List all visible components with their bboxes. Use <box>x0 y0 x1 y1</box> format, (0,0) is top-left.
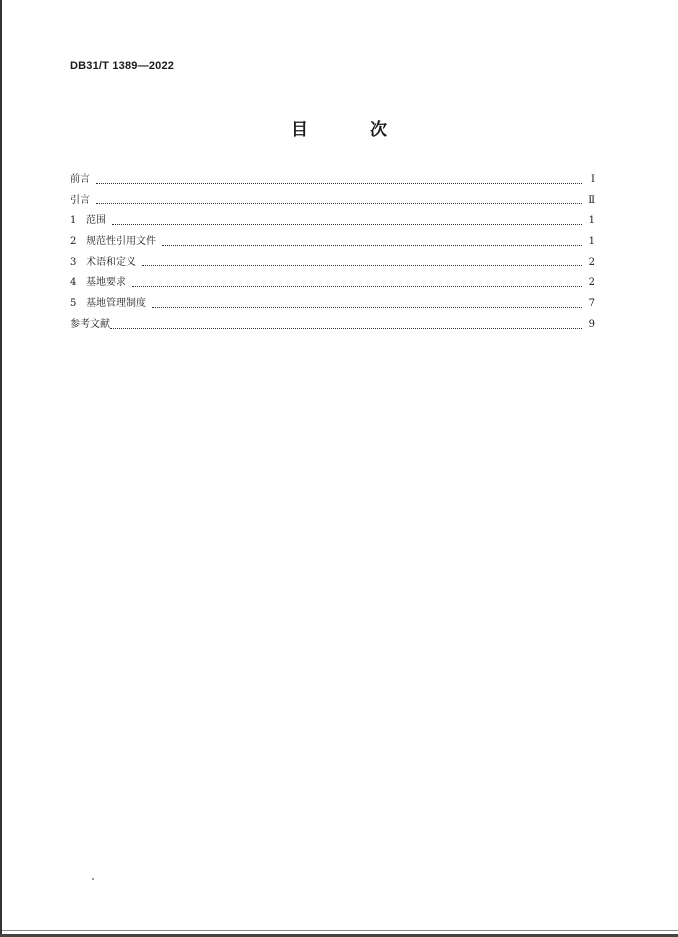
toc-entry-page: Ⅰ <box>591 174 595 185</box>
toc-entry-label: 参考文献 <box>70 318 110 330</box>
toc-entry-bibliography[interactable] <box>70 315 595 336</box>
toc-entry-page: 7 <box>588 298 595 310</box>
toc-entry-base-requirements[interactable] <box>70 273 595 294</box>
toc-entry-label: 前言 <box>70 174 90 185</box>
toc-entry-page: Ⅱ <box>588 194 595 206</box>
toc-leader-dots <box>110 328 582 329</box>
toc-leader-dots <box>142 265 582 266</box>
toc-entry-page: 1 <box>588 215 595 227</box>
toc-entry-label: 术语和定义 <box>86 256 136 268</box>
toc-leader-dots <box>96 183 582 184</box>
toc-leader-dots <box>162 245 582 246</box>
toc-entry-number: 3 <box>70 256 77 268</box>
toc-entry-label: 基地要求 <box>86 277 126 289</box>
toc-entry-terms-definitions[interactable] <box>70 253 595 274</box>
toc-title: 目 次 <box>291 120 415 140</box>
toc-entry-number: 2 <box>70 236 77 248</box>
scan-bottom-line <box>2 930 678 931</box>
toc-entry-number: 1 <box>70 215 77 227</box>
toc-entry-page: 2 <box>588 256 595 268</box>
toc-entry-label: 基地管理制度 <box>86 298 146 310</box>
toc-leader-dots <box>152 307 582 308</box>
toc-leader-dots <box>96 203 582 204</box>
scan-left-edge <box>0 0 2 937</box>
toc-entry-label: 引言 <box>70 194 90 206</box>
toc-entry-management-system[interactable] <box>70 294 595 315</box>
document-code: DB31/T 1389—2022 <box>70 60 175 72</box>
toc-entry-number: 4 <box>70 277 77 289</box>
toc-leader-dots <box>112 224 582 225</box>
toc-entry-introduction[interactable] <box>70 191 595 212</box>
scan-speck <box>92 878 94 880</box>
toc-entry-page: 2 <box>588 277 595 289</box>
toc-entry-number: 5 <box>70 298 77 310</box>
toc-entry-page: 1 <box>588 236 595 248</box>
toc-entry-label: 范围 <box>86 215 106 227</box>
toc-entry-scope[interactable] <box>70 211 595 232</box>
toc-entry-page: 9 <box>588 318 595 330</box>
table-of-contents <box>70 170 595 336</box>
toc-entry-label: 规范性引用文件 <box>86 236 156 248</box>
toc-entry-foreword[interactable] <box>70 170 595 191</box>
toc-leader-dots <box>132 286 582 287</box>
toc-entry-normative-references[interactable] <box>70 232 595 253</box>
